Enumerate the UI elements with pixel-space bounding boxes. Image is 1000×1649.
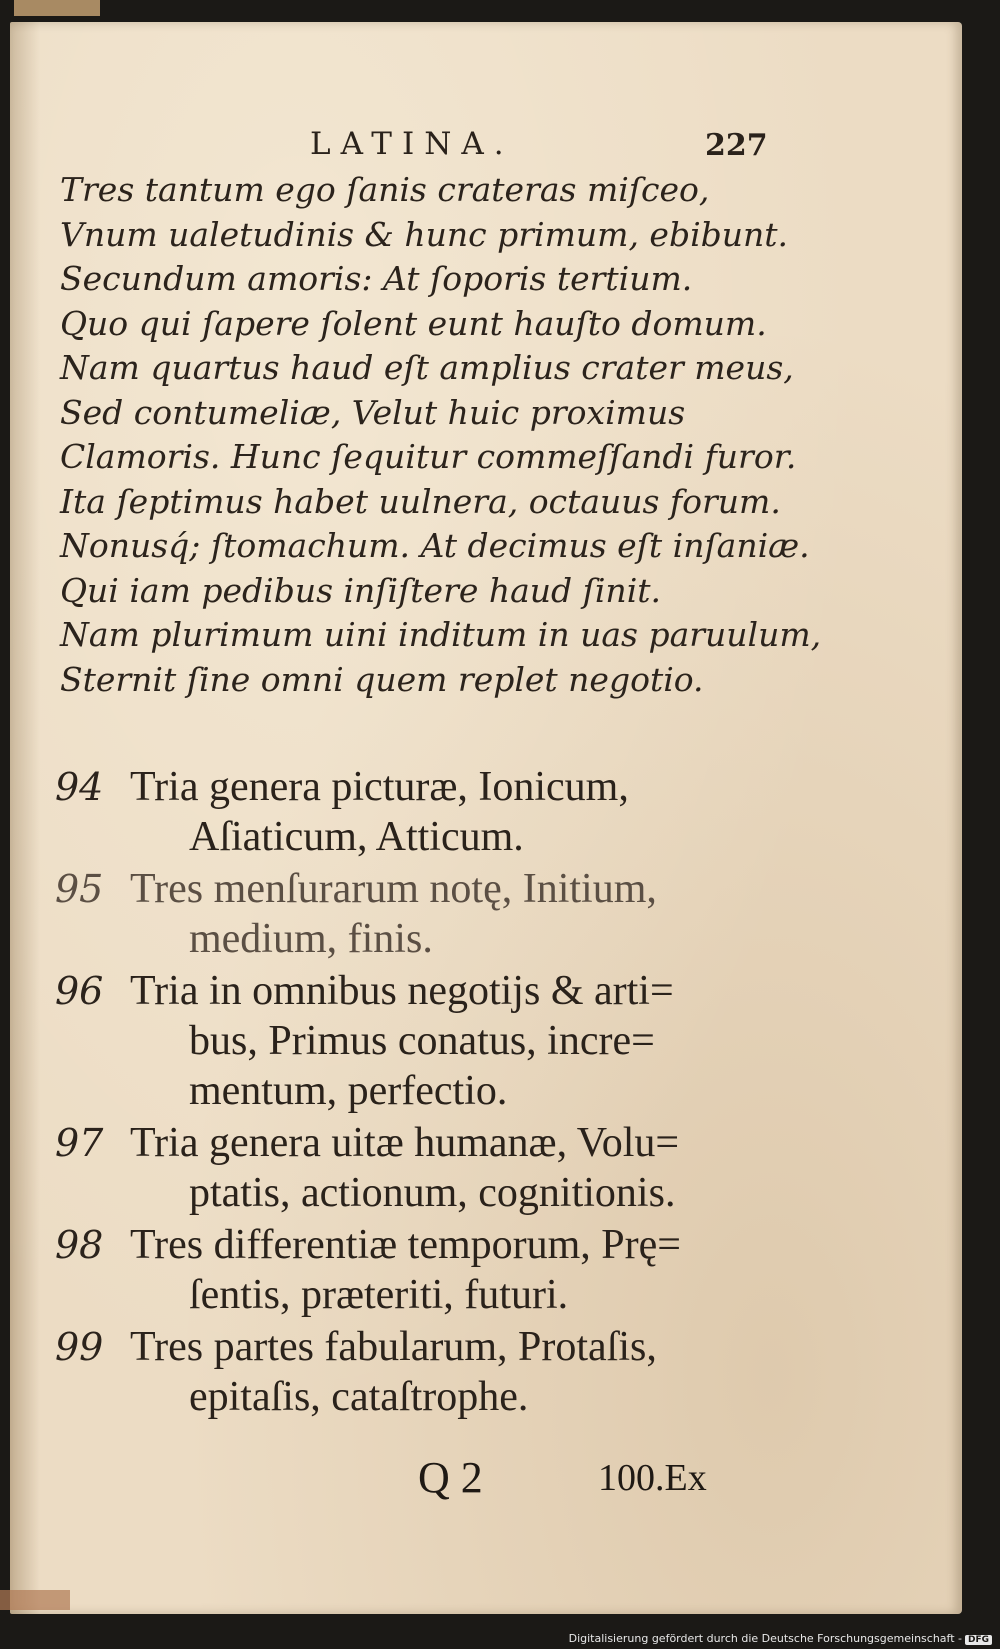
entry-98 xyxy=(55,1220,935,1320)
entry-number: 99 xyxy=(55,1325,104,1369)
verse-block xyxy=(60,168,920,702)
entry-line: Tria genera uitæ humanæ, Volu= xyxy=(130,1120,680,1166)
entry-96 xyxy=(55,966,935,1116)
entry-95 xyxy=(55,864,935,964)
verse-line: Nam plurimum uini inditum in uas paruulum, xyxy=(60,615,822,654)
entry-line: ſentis, præteriti, futuri. xyxy=(189,1272,569,1318)
corner-stain xyxy=(0,1590,70,1610)
verse-line: Sternit ſine omni quem replet negotio. xyxy=(60,659,704,699)
page-footer xyxy=(10,1452,962,1512)
verse-line: Sed contumeliæ, Velut huic proximus xyxy=(60,392,686,432)
verse-line: Nam quartus haud eſt amplius crater meus, xyxy=(60,348,794,387)
entry-94 xyxy=(55,762,935,862)
book-page xyxy=(10,22,962,1614)
running-title: LATINA. xyxy=(310,126,514,162)
verse-line: Qui iam pedibus inſiſtere haud ſinit. xyxy=(60,570,661,610)
entry-97 xyxy=(55,1118,935,1218)
verse-line: Clamoris. Hunc ſequitur commeſſandi furor. xyxy=(60,437,797,476)
numbered-entries xyxy=(55,762,935,1424)
verse-line: Tres tantum ego ſanis crateras miſceo, xyxy=(60,170,710,209)
verse-line: Secundum amoris: At ſoporis tertium. xyxy=(60,259,693,298)
entry-line: mentum, perfectio. xyxy=(189,1068,508,1114)
entry-line: ptatis, actionum, cognitionis. xyxy=(189,1170,676,1216)
verse-line: Quo qui ſapere ſolent eunt hauſto domum. xyxy=(60,303,767,343)
verse-line: Vnum ualetudinis & hunc primum, ebibunt. xyxy=(60,214,789,254)
verse-line: Ita ſeptimus habet uulnera, octauus forum. xyxy=(60,481,781,521)
entry-line: Tria in omnibus negotijs & arti= xyxy=(130,968,674,1014)
entry-number: 97 xyxy=(55,1121,104,1165)
dfg-logo: DFG xyxy=(965,1635,992,1645)
entry-line: Tria genera picturæ, Ionicum, xyxy=(130,764,629,810)
page-header xyxy=(10,108,962,163)
entry-number: 98 xyxy=(55,1223,104,1267)
verse-line: Nonusq́; ſtomachum. At decimus eſt inſaniæ. xyxy=(60,526,810,565)
entry-line: Tres menſurarum notę, Initium, xyxy=(130,866,657,912)
entry-line: Tres differentiæ temporum, Prę= xyxy=(130,1222,681,1268)
entry-number: 95 xyxy=(55,867,104,911)
credit-text: Digitalisierung gefördert durch die Deutsche Forschungsgemeinschaft - xyxy=(568,1632,962,1645)
catchword: 100.Ex xyxy=(598,1457,707,1499)
entry-number: 96 xyxy=(55,969,104,1013)
entry-line: Tres partes fabularum, Protaſis, xyxy=(130,1324,657,1370)
entry-line: Aſiaticum, Atticum. xyxy=(189,814,524,860)
entry-line: medium, finis. xyxy=(189,916,433,962)
signature-mark: Q 2 xyxy=(418,1453,483,1502)
entry-99 xyxy=(55,1322,935,1422)
entry-line: bus, Primus conatus, incre= xyxy=(189,1018,655,1064)
entry-number: 94 xyxy=(55,765,104,809)
digitization-credit xyxy=(569,1632,992,1645)
entry-line: epitaſis, cataſtrophe. xyxy=(189,1374,529,1420)
page-number: 227 xyxy=(705,128,768,163)
page-tab-stain xyxy=(14,0,100,16)
